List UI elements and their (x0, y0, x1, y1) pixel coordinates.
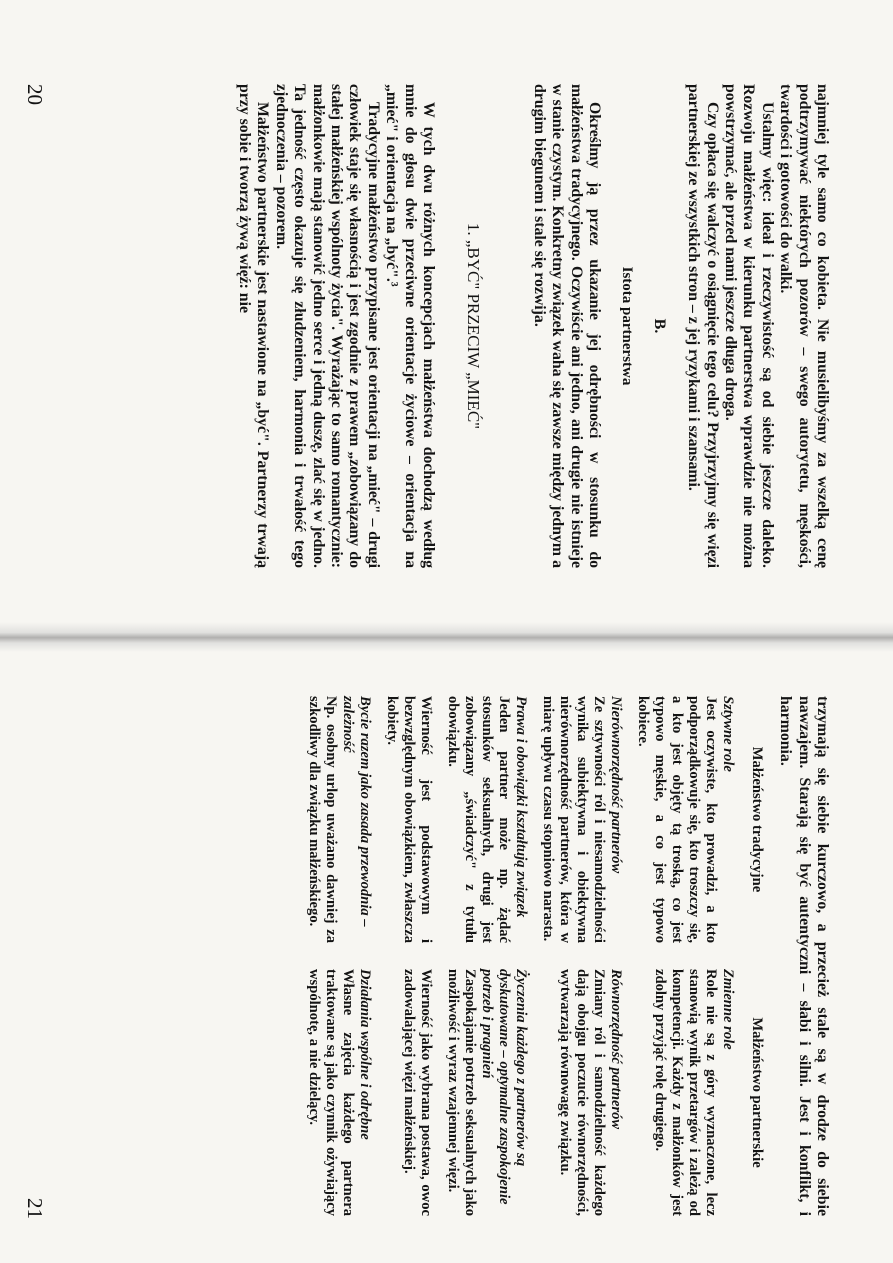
continuation-paragraph: trzymają się siebie kurczowo, a przecież stale są w drodze do siebie nawzajem. Starają się być autentyczni – słabi i silni. Jest i konflikt, i harmonia. (777, 696, 831, 1216)
table-cell-traditional (539, 696, 624, 943)
row-text: Zaspokajanie potrzeb seksualnych jako możliwość i wyraz wzajemnej więzi. (445, 969, 478, 1216)
row-text: Role nie są z góry wyznaczone, lecz stanowią wynik przetargów i zależą od kompetencji. Każdy z małżonków jest zdolny przyjąć rolę drugiego. (652, 969, 719, 1216)
table-row (383, 696, 434, 1216)
row-text: Wierność jako wybrana postawa, owoc zadowalającej więzi małżeńskiej. (401, 969, 434, 1216)
row-heading: Zmienne role (720, 969, 736, 1050)
section-title: Istota partnerstwa (619, 266, 635, 386)
row-text: Wierność jest podstawowym i bezwzględnym obowiązkiem, zwłaszcza kobiety. (384, 696, 434, 943)
table-cell-traditional (444, 696, 529, 943)
table-cell-partnership (305, 969, 373, 1216)
row-heading: Działania wspólne i odrębne (357, 969, 373, 1140)
column-title-partnership: Małżeństwo partnerskie (749, 1017, 765, 1168)
table-cell-partnership (539, 969, 624, 1216)
table-row (634, 696, 736, 1216)
table-cell-partnership (444, 969, 529, 1216)
chapter-title: 1. „BYĆ" PRZECIW „MIEĆ" (464, 222, 483, 430)
page-number: 21 (23, 1198, 47, 1219)
chapter-text (235, 84, 437, 568)
section-paragraph-block (529, 84, 603, 568)
continuation-text (776, 696, 831, 1216)
table-row (539, 696, 624, 1216)
intro-paragraph: Ustalmy więc: ideał i rzeczywistość są od siebie jeszcze daleko. Rozwoju małżeństwa w kierunku partnerstwa wprawdzie nie można powstrzymać, ale przed nami jeszcze długa droga. (721, 84, 776, 568)
comparison-table (305, 696, 765, 1216)
row-heading: Bycie razem jako zasada przewodnia – zależność (340, 696, 373, 927)
row-text: Jest oczywiste, kto prowadzi, a kto podporządkowuje się, kto troszczy się, a kto jest objęty tą troską, co jest typowo męskie, a co jest typowo kobiece. (635, 696, 719, 943)
row-heading: Prawa i obowiązki kształtują związek (513, 696, 529, 918)
table-cell-partnership (634, 969, 736, 1216)
table-cell-traditional (383, 696, 434, 943)
chapter-paragraph: Małżeństwo partnerskie jest nastawione na „być". Partnerzy trwają przy sobie i tworzą żywą więź: nie (235, 84, 272, 568)
row-text: Np. osobny urlop uważano dawniej za szkodliwy dla związku małżeńskiego. (306, 696, 339, 943)
chapter-paragraph: W tych dwu różnych koncepcjach małżeństwa dochodzą według mnie do głosu dwie przeciwne orientacje życiowe – orientacja na „mieć" i orientacja na „być".³ (383, 84, 437, 568)
row-heading: Sztywne role (720, 696, 736, 772)
row-heading: Nierównorzędność partnerów (608, 696, 624, 874)
table-row (305, 696, 373, 1216)
page-number: 20 (23, 84, 47, 105)
table-cell-traditional (634, 696, 736, 943)
table-header-row (748, 696, 765, 1216)
chapter-paragraph: Tradycyjne małżeństwo przypisane jest orientacji na „mieć" – drugi człowiek staje się własnością i jest zgodnie z prawem „zobowiązany do stałej małżeńskiej wspólnoty życia". Wyrażając to samo romantycznie: małżonkowie mają stanowić jedno serce i jedną duszę, zlać się w jedno. Ta jedność często okazuje się złudzeniem, harmonia i trwałość tego zjednoczenia – pozorem. (272, 84, 382, 568)
intro-text (684, 84, 831, 568)
row-text: Zmiany ról i samodzielność każdego dają obojgu poczucie równorzędności, wytwarzają równowagę związku. (557, 969, 607, 1216)
row-text: Ze sztywności ról i niesamodzielności wynika subiektywna i obiektywna nierównorzędność partnerów, która w miarę upływu czasu stopniowo narasta. (540, 696, 607, 943)
section-letter: B. (651, 318, 668, 334)
table-row (444, 696, 529, 1216)
row-text: Jeden partner może np. żądać stosunków seksualnych, drugi jest zobowiązany „świadczyć" z tytułu obowiązku. (445, 696, 512, 943)
section-paragraph: Określmy ją przez ukazanie jej odrębności w stosunku do małżeństwa tradycyjnego. Oczywiście ani jedno, ani drugie nie istnieje w stanie czystym. Konkretny związek waha się zawsze między jednym a drugim biegunem i stale się rozwija. (530, 84, 603, 568)
row-heading: Równorzędność partnerów (608, 969, 624, 1130)
intro-paragraph: Czy opłaca się walczyć o osiągnięcie tego celu? Przyjrzyjmy się więzi partnerskiej ze wszystkich stron – z jej ryzykami i szansami. (685, 84, 721, 568)
column-title-traditional: Małżeństwo tradycyjne (749, 746, 765, 893)
table-cell-traditional (305, 696, 373, 943)
row-heading: Życzenia każdego z partnerów są dyskutowane – optymalne zaspokojenie potrzeb i pragnień (479, 969, 529, 1205)
intro-paragraph: najmniej tyle samo co kobieta. Nie musielibyśmy za wszelką cenę podtrzymywać niektórych pozorów – swego autorytetu, męskości, twardości i gotowości do walki. (777, 84, 831, 568)
table-cell-partnership (383, 969, 434, 1216)
page-21 (0, 632, 893, 1263)
row-text: Własne zajęcia każdego partnera traktowane są jako czynnik ożywiający wspólnotę, a nie dzielący. (306, 969, 356, 1216)
